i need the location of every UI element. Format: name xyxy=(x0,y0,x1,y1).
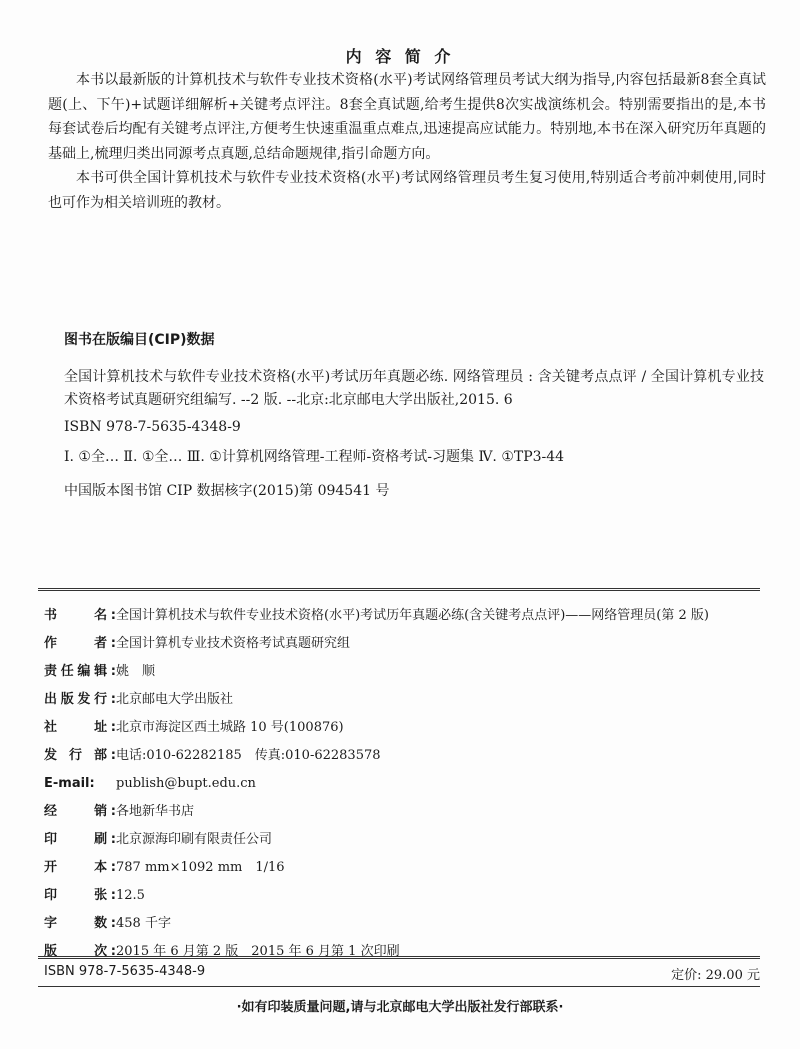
colophon-row-wordcount xyxy=(44,912,171,936)
colophon-value: 458 千字 xyxy=(116,916,171,931)
colophon-row-printer xyxy=(44,828,272,852)
colophon-label: 发 行 部: xyxy=(44,748,116,763)
colophon-row-format xyxy=(44,856,285,880)
colophon-label: E-mail: xyxy=(44,776,95,791)
intro-paragraph: 本书以最新版的计算机技术与软件专业技术资格(水平)考试网络管理员考试大纲为指导,内容包括最新8套全真试题(上、下午)+试题详细解析+关键考点评注。8套全真试题,给考生提供8次实战演练机会。特别需要指出的是,本书每套试卷后均配有关键考点评注,方便考生快速重温重点难点,迅速提高应试能力。特别地,本书在深入研究历年真题的基础上,梳理归类出同源考点真题,总结命题规律,指引命题方向。 xyxy=(48,72,766,162)
colophon-label: 版 次: xyxy=(44,944,116,959)
colophon-value: 北京市海淀区西土城路 10 号(100876) xyxy=(116,720,344,735)
colophon-label: 字 数: xyxy=(44,916,116,931)
colophon-row-edition xyxy=(44,940,400,964)
colophon-label: 责任编辑: xyxy=(44,664,116,679)
colophon-label: 印 刷: xyxy=(44,832,116,847)
colophon-row-editor xyxy=(44,660,155,684)
colophon-label: 经 销: xyxy=(44,804,116,819)
colophon-label: 作 者: xyxy=(44,636,116,651)
colophon-value: 全国计算机专业技术资格考试真题研究组 xyxy=(116,636,351,651)
notice-divider xyxy=(38,986,760,987)
colophon-value: 电话:010-62282185 传真:010-62283578 xyxy=(116,748,381,763)
price-label: 定价: 29.00 元 xyxy=(671,968,760,983)
intro-title: 内 容 简 介 xyxy=(345,47,455,66)
colophon-value: 姚 顺 xyxy=(116,664,156,679)
colophon-row-email xyxy=(44,772,256,796)
colophon-value: 12.5 xyxy=(116,888,145,903)
cip-classification: Ⅰ. ①全… Ⅱ. ①全… Ⅲ. ①计算机网络管理-工程师-资格考试-习题集 Ⅳ. ①TP3-44 xyxy=(64,449,565,465)
colophon-value: 北京源海印刷有限责任公司 xyxy=(116,832,273,847)
colophon-value: 2015 年 6 月第 2 版 2015 年 6 月第 1 次印刷 xyxy=(116,944,400,959)
intro-paragraph: 本书可供全国计算机技术与软件专业技术资格(水平)考试网络管理员考生复习使用,特别适合考前冲刺使用,同时也可作为相关培训班的教材。 xyxy=(48,170,766,211)
intro-body xyxy=(48,68,766,215)
colophon-value: 各地新华书店 xyxy=(116,804,195,819)
colophon-label: 社 址: xyxy=(44,720,116,735)
colophon-row-distribution xyxy=(44,744,381,768)
colophon-label: 出版发行: xyxy=(44,692,116,707)
colophon-row-address xyxy=(44,716,344,740)
footer-isbn: ISBN 978-7-5635-4348-9 xyxy=(44,964,206,979)
cip-heading: 图书在版编目(CIP)数据 xyxy=(64,332,215,348)
colophon-row-sheets xyxy=(44,884,145,908)
colophon-label: 书 名: xyxy=(44,608,116,623)
section-divider xyxy=(38,588,760,591)
colophon-label: 印 张: xyxy=(44,888,116,903)
colophon-value: 全国计算机技术与软件专业技术资格(水平)考试历年真题必练(含关键考点点评)——网络管理员(第 2 版) xyxy=(116,608,709,623)
colophon-value: 北京邮电大学出版社 xyxy=(116,692,234,707)
quality-notice: ·如有印装质量问题,请与北京邮电大学出版社发行部联系· xyxy=(236,1000,564,1015)
colophon-row-publisher xyxy=(44,688,233,712)
colophon-value: 787 mm×1092 mm 1/16 xyxy=(116,860,285,875)
colophon-row-seller xyxy=(44,800,194,824)
cip-description: 全国计算机技术与软件专业技术资格(水平)考试历年真题必练. 网络管理员 : 含关键考点点评 / 全国计算机专业技术资格考试真题研究组编写. --2 版. --北京:北京邮电大学出版社,2015. 6 xyxy=(64,369,764,408)
cip-isbn: ISBN 978-7-5635-4348-9 xyxy=(64,419,241,435)
footer-divider xyxy=(38,956,760,959)
colophon-row-author xyxy=(44,632,350,656)
colophon-row-title xyxy=(44,604,709,628)
colophon-value: publish@bupt.edu.cn xyxy=(116,776,256,791)
colophon-label: 开 本: xyxy=(44,860,116,875)
cip-verification: 中国版本图书馆 CIP 数据核字(2015)第 094541 号 xyxy=(64,483,390,499)
